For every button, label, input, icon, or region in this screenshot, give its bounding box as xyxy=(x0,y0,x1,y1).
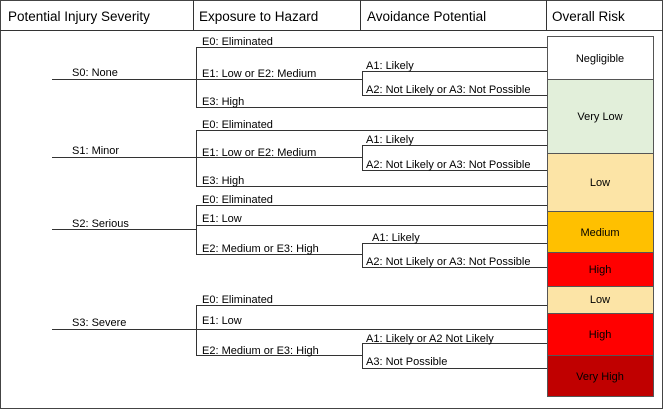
avoidance-s3-a3: A3: Not Possible xyxy=(366,356,448,368)
exposure-s3-e0: E0: Eliminated xyxy=(202,294,273,306)
avoidance-s0-a2a3: A2: Not Likely or A3: Not Possible xyxy=(366,84,531,96)
risk-label-low: Low xyxy=(589,177,611,189)
risk-label-high: High xyxy=(588,264,612,276)
exposure-s2-e0: E0: Eliminated xyxy=(202,194,273,206)
exposure-s1-e3: E3: High xyxy=(202,175,245,187)
exposure-s2-e1: E1: Low xyxy=(202,213,242,225)
header-severity: Potential Injury Severity xyxy=(8,9,150,24)
exposure-s1-e0: E0: Eliminated xyxy=(202,119,273,131)
avoidance-s0-a1: A1: Likely xyxy=(366,60,414,72)
severity-s2: S2: Serious xyxy=(72,218,129,230)
risk-label-very-low: Very Low xyxy=(577,111,623,123)
exposure-s0-e1e2: E1: Low or E2: Medium xyxy=(202,68,317,80)
header-risk: Overall Risk xyxy=(552,9,625,24)
risk-label-negligible: Negligible xyxy=(575,53,625,65)
avoidance-s1-a2a3: A2: Not Likely or A3: Not Possible xyxy=(366,159,531,171)
header-exposure: Exposure to Hazard xyxy=(199,9,319,24)
exposure-s1-e1e2: E1: Low or E2: Medium xyxy=(202,147,317,159)
avoidance-s3-a1a2: A1: Likely or A2 Not Likely xyxy=(366,333,494,345)
avoidance-s1-a1: A1: Likely xyxy=(366,134,414,146)
avoidance-s2-a1: A1: Likely xyxy=(372,232,420,244)
severity-s3: S3: Severe xyxy=(72,317,127,329)
exposure-s0-e0: E0: Eliminated xyxy=(202,36,273,48)
severity-s0: S0: None xyxy=(72,67,118,79)
exposure-s2-e2e3: E2: Medium or E3: High xyxy=(202,243,319,255)
risk-label-very-high: Very High xyxy=(576,371,624,383)
exposure-s3-e2e3: E2: Medium or E3: High xyxy=(202,345,319,357)
risk-label-medium: Medium xyxy=(580,227,620,239)
exposure-s0-e3: E3: High xyxy=(202,96,245,108)
risk-label-low-2: Low xyxy=(589,294,611,306)
severity-s1: S1: Minor xyxy=(72,145,120,157)
risk-label-high-2: High xyxy=(588,329,612,341)
avoidance-s2-a2a3: A2: Not Likely or A3: Not Possible xyxy=(366,256,531,268)
header-avoidance: Avoidance Potential xyxy=(367,9,487,24)
exposure-s3-e1: E1: Low xyxy=(202,315,242,327)
